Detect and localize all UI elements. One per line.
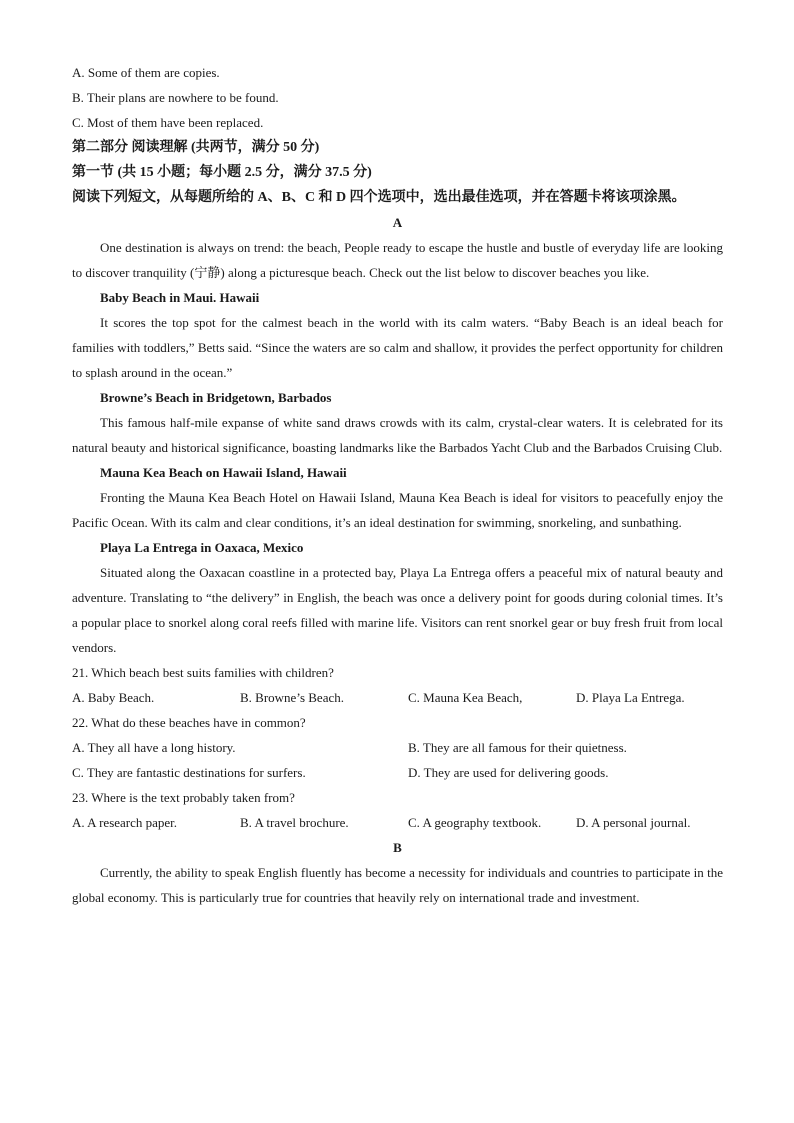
passage-a-letter: A	[392, 215, 403, 230]
question-23-stem: 23. Where is the text probably taken from?	[72, 790, 295, 805]
q21-option-c: C. Mauna Kea Beach,	[408, 690, 523, 705]
instruction: 阅读下列短文，从每题所给的 A、B、C 和 D 四个选项中，选出最佳选项，并在答题卡将该项涂黑。	[72, 190, 686, 205]
option-c-prev: C. Most of them have been replaced.	[72, 115, 264, 130]
beach-3-text: Fronting the Mauna Kea Beach Hotel on Hawaii Island, Mauna Kea Beach is ideal for visitors to peacefully enjoy the Pacific Ocean. With its calm and clear conditions, it’s an ideal destination for swimming, snorkeling, and sunbathing.	[72, 490, 723, 530]
q23-option-a: A. A research paper.	[72, 815, 178, 830]
passage-b-intro: Currently, the ability to speak English fluently has become a necessity for individuals and countries to participate in the global economy. This is particularly true for countries that heavily rely on international trade and investment.	[72, 865, 723, 905]
q22-option-c: C. They are fantastic destinations for surfers.	[72, 765, 306, 780]
q21-option-d: D. Playa La Entrega.	[576, 690, 685, 705]
part2-title: 第二部分 阅读理解 (共两节，满分 50 分)	[72, 140, 320, 155]
question-22-options-row1	[72, 735, 723, 760]
option-a-prev: A. Some of them are copies.	[72, 65, 220, 80]
question-22-stem: 22. What do these beaches have in common?	[72, 715, 306, 730]
exam-page	[72, 60, 723, 910]
q22-option-d: D. They are used for delivering goods.	[408, 765, 609, 780]
question-22-options-row2	[72, 760, 723, 785]
q21-option-b: B. Browne’s Beach.	[240, 690, 344, 705]
beach-4-text: Situated along the Oaxacan coastline in a protected bay, Playa La Entrega offers a peaceful mix of natural beauty and adventure. Translating to “the delivery” in English, the beach was once a delivery point for goods during colonial times. It’s a popular place to snorkel along coral reefs filled with marine life. Visitors can rent snorkel gear or buy fresh fruit from local vendors.	[72, 565, 723, 655]
beach-1-text: It scores the top spot for the calmest beach in the world with its calm waters. “Baby Beach is an ideal beach for families with toddlers,” Betts said. “Since the waters are so calm and shallow, it provides the perfect opportunity for children to splash around in the ocean.”	[72, 315, 723, 380]
q21-option-a: A. Baby Beach.	[72, 690, 155, 705]
q23-option-c: C. A geography textbook.	[408, 815, 542, 830]
q22-option-a: A. They all have a long history.	[72, 740, 236, 755]
q22-option-b: B. They are all famous for their quietness.	[408, 740, 627, 755]
passage-a-intro: One destination is always on trend: the beach, People ready to escape the hustle and bustle of everyday life are looking to discover tranquility (宁静) along a picturesque beach. Check out the list below to discover beaches you like.	[72, 240, 723, 280]
question-23-options	[72, 810, 723, 835]
question-21-stem: 21. Which beach best suits families with children?	[72, 665, 334, 680]
beach-2-name: Browne’s Beach in Bridgetown, Barbados	[100, 390, 332, 405]
option-b-prev: B. Their plans are nowhere to be found.	[72, 90, 279, 105]
beach-3-name: Mauna Kea Beach on Hawaii Island, Hawaii	[100, 465, 347, 480]
q23-option-b: B. A travel brochure.	[240, 815, 349, 830]
q23-option-d: D. A personal journal.	[576, 815, 691, 830]
beach-4-name: Playa La Entrega in Oaxaca, Mexico	[100, 540, 304, 555]
question-21-options	[72, 685, 723, 710]
beach-1-name: Baby Beach in Maui. Hawaii	[100, 290, 260, 305]
beach-2-text: This famous half-mile expanse of white sand draws crowds with its calm, crystal-clear waters. It is celebrated for its natural beauty and historical significance, boasting landmarks like the Barbados Yacht Club and the Barbados Cruising Club.	[72, 415, 723, 455]
passage-b-letter: B	[393, 840, 402, 855]
section1-title: 第一节 (共 15 小题；每小题 2.5 分，满分 37.5 分)	[72, 165, 372, 180]
